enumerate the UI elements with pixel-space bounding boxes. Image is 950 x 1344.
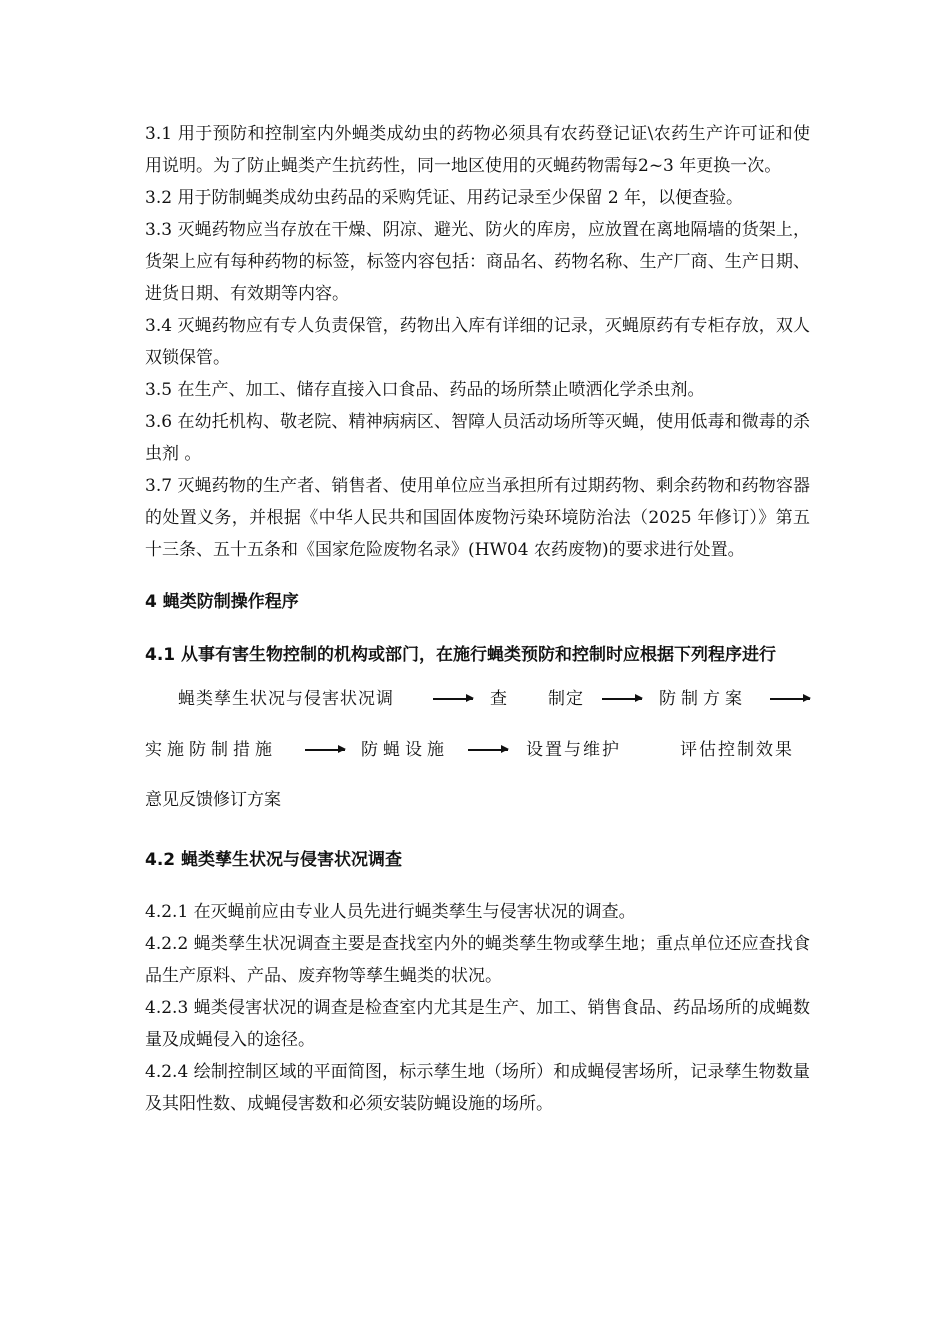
flow-arrow-icon — [305, 749, 345, 751]
flow-step-facilities: 防蝇设施 — [361, 740, 449, 760]
flow-step-formulate: 制定 — [548, 689, 584, 709]
flow-arrow-icon — [602, 698, 642, 700]
paragraph-3-2: 3.2 用于防制蝇类成幼虫药品的采购凭证、用药记录至少保留 2 年，以便查验。 — [145, 188, 744, 208]
flow-arrow-icon — [433, 698, 473, 700]
flow-arrow-icon — [770, 698, 810, 700]
flow-step-implement: 实施防制措施 — [145, 740, 277, 760]
flow-row-3 — [145, 784, 810, 816]
paragraph-3-7: 3.7 灭蝇药物的生产者、销售者、使用单位应当承担所有过期药物、剩余药物和药物容器的处置义务，并根据《中华人民共和国固体废物污染环境防治法（2025 年修订）》第五十三条、五十五条和《国家危险废物名录》(HW04 农药废物)的要求进行处置。 — [145, 476, 810, 560]
paragraph-3-3: 3.3 灭蝇药物应当存放在干燥、阴凉、避光、防火的库房，应放置在离地隔墙的货架上，货架上应有每种药物的标签，标签内容包括：商品名、药物名称、生产厂商、生产日期、进货日期、有效期等内容。 — [145, 220, 810, 304]
flow-row-1 — [145, 683, 810, 715]
flow-step-feedback: 意见反馈修订方案 — [145, 790, 281, 810]
procedure-flowchart — [145, 683, 810, 816]
document-body — [145, 118, 810, 1120]
flow-row-2 — [145, 734, 810, 766]
paragraph-3-1: 3.1 用于预防和控制室内外蝇类成幼虫的药物必须具有农药登记证\农药生产许可证和使用说明。为了防止蝇类产生抗药性，同一地区使用的灭蝇药物需每2~3 年更换一次。 — [145, 124, 810, 176]
flow-step-plan: 防制方案 — [659, 689, 747, 709]
section-4-2-heading: 4.2 蝇类孳生状况与侵害状况调查 — [145, 850, 403, 870]
flow-step-investigation: 蝇类孳生状况与侵害状况调 — [178, 689, 394, 709]
flow-step-maintain: 设置与维护 — [526, 740, 621, 760]
paragraph-3-5: 3.5 在生产、加工、储存直接入口食品、药品的场所禁止喷洒化学杀虫剂。 — [145, 380, 705, 400]
paragraph-4-2-4: 4.2.4 绘制控制区域的平面简图，标示孳生地（场所）和成蝇侵害场所，记录孳生物数量及其阳性数、成蝇侵害数和必须安装防蝇设施的场所。 — [145, 1062, 810, 1114]
paragraph-3-4: 3.4 灭蝇药物应有专人负责保管，药物出入库有详细的记录，灭蝇原药有专柜存放，双人双锁保管。 — [145, 316, 810, 368]
flow-arrow-icon — [468, 749, 508, 751]
paragraph-4-2-2: 4.2.2 蝇类孳生状况调查主要是查找室内外的蝇类孳生物或孳生地；重点单位还应查找食品生产原料、产品、废弃物等孳生蝇类的状况。 — [145, 934, 810, 986]
paragraph-4-2-1: 4.2.1 在灭蝇前应由专业人员先进行蝇类孳生与侵害状况的调查。 — [145, 902, 636, 922]
section-4-1-heading: 4.1 从事有害生物控制的机构或部门，在施行蝇类预防和控制时应根据下列程序进行 — [145, 645, 777, 665]
flow-step-investigation-end: 查 — [490, 689, 508, 709]
paragraph-4-2-3: 4.2.3 蝇类侵害状况的调查是检查室内尤其是生产、加工、销售食品、药品场所的成蝇数量及成蝇侵入的途径。 — [145, 998, 810, 1050]
paragraph-3-6: 3.6 在幼托机构、敬老院、精神病病区、智障人员活动场所等灭蝇，使用低毒和微毒的杀虫剂 。 — [145, 412, 810, 464]
section-4-heading: 4 蝇类防制操作程序 — [145, 592, 299, 612]
flow-step-evaluate: 评估控制效果 — [680, 740, 794, 760]
